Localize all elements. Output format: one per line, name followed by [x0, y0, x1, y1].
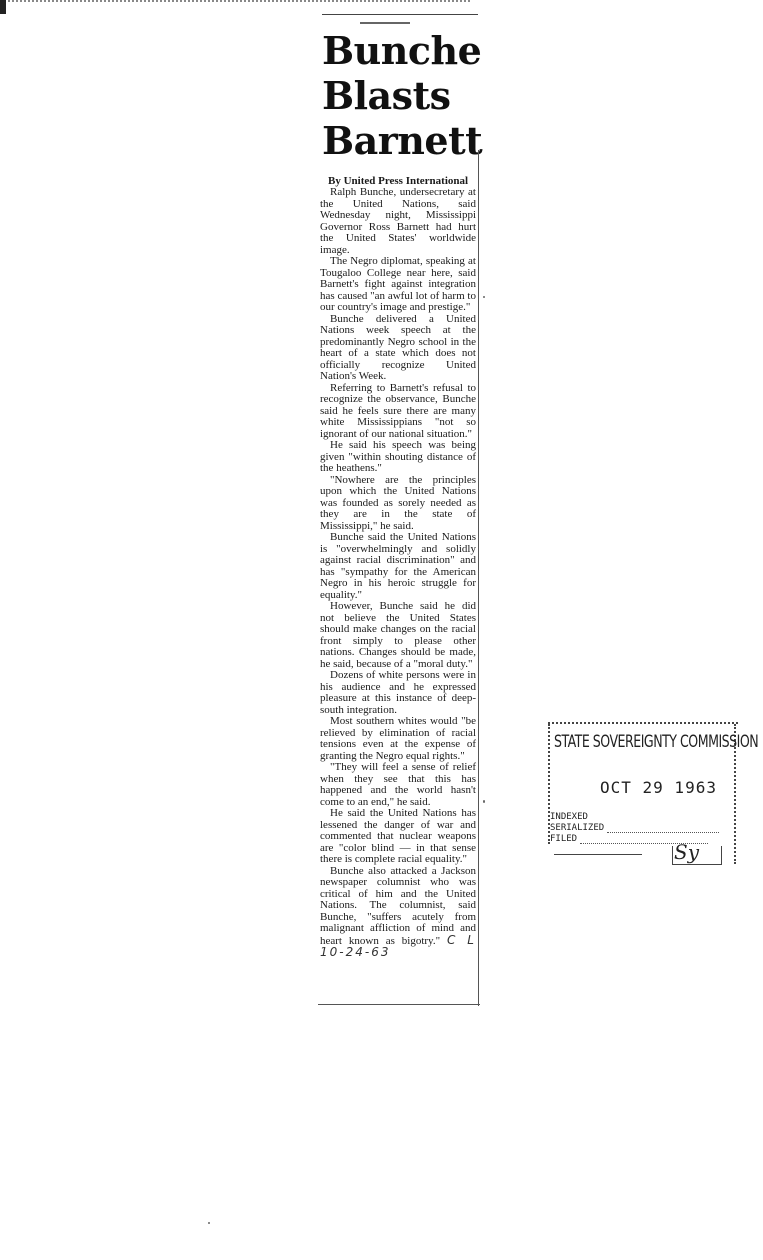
- paragraph: "They will feel a sense of relief when they see that this has happened and the world hasn't come to an end," he said.: [320, 761, 476, 808]
- paragraph: Referring to Barnett's refusal to recognize the observance, Bunche said he feels sure there are many white Mississippians "not so ignorant of our national situation.": [320, 381, 476, 440]
- stamp-initials: Sy: [674, 840, 699, 864]
- byline: By United Press International: [328, 175, 469, 187]
- scan-speck: [483, 800, 485, 803]
- stamp-bottom-rule: [554, 854, 642, 855]
- clipping-bottom-rule: [318, 1004, 480, 1005]
- headline-line-3: Barnett: [322, 118, 483, 163]
- stamp-field-label: SERIALIZED: [550, 823, 605, 833]
- clipping-right-edge: [478, 150, 479, 1006]
- stamp-field-label: INDEXED: [550, 812, 588, 822]
- stamp-field-line: [607, 832, 719, 833]
- paragraph: Bunche delivered a United Nations week speech at the predominantly Negro school in the heart of a state which does not officially recognize United Nation's Week.: [320, 312, 476, 382]
- paragraph: Ralph Bunche, undersecretary at the United Nations, said Wednesday night, Mississippi Governor Ross Barnett had hurt the United States' worldwide image.: [320, 186, 476, 256]
- paragraph: Bunche said the United Nations is "overwhelmingly and solidly against racial discrimination" and has "sympathy for the American Negro in his heroic struggle for equality.": [320, 531, 476, 601]
- paragraph: He said his speech was being given "within shouting distance of the heathens.": [320, 439, 476, 474]
- clipping-top-rule: [322, 14, 478, 15]
- headline: [318, 28, 483, 163]
- newspaper-clipping: [318, 28, 483, 1008]
- final-paragraph-text: Bunche also attacked a Jackson newspaper columnist who was critical of him and the United Nations. The columnist, said Bunche, "suffers acutely from malignant affliction of mind and heart known as bigotry.": [320, 864, 476, 947]
- paragraph: Dozens of white persons were in his audience and he expressed pleasure at this instance of deep-south integration.: [320, 669, 476, 716]
- headline-line-2: Blasts: [322, 73, 451, 118]
- stamp-field-serialized: [550, 823, 719, 833]
- article-body: [318, 187, 480, 960]
- scan-speck: [483, 296, 485, 298]
- paragraph: "Nowhere are the principles upon which the United Nations was founded as sorely needed as they are in the state of Mississippi," he said.: [320, 473, 476, 532]
- paragraph: He said the United Nations has lessened the danger of war and commented that nuclear weapons are "color blind — in that sense there is complete racial equality.": [320, 807, 476, 865]
- commission-stamp: [548, 722, 759, 870]
- headline-line-1: Bunche: [322, 28, 482, 73]
- handwritten-note: C L 10-24-63: [320, 932, 476, 959]
- stamp-title: STATE SOVEREIGNTY COMMISSION: [554, 732, 759, 752]
- stamp-border-top: [548, 722, 738, 724]
- clipping-top-mark: [360, 22, 410, 24]
- stamp-field-label: FILED: [550, 834, 578, 844]
- stamp-date: OCT 29 1963: [600, 778, 717, 797]
- paragraph: The Negro diplomat, speaking at Tougaloo College near here, said Barnett's fight against integration has caused "an awful lot of harm to our country's image and prestige.": [320, 255, 476, 313]
- stamp-field-indexed: [550, 812, 588, 822]
- scan-speck: [208, 1222, 210, 1224]
- paragraph: Most southern whites would "be relieved by elimination of racial tensions even at the expense of granting the Negro equal rights.": [320, 715, 476, 762]
- paragraph: However, Bunche said he did not believe the United States should make changes on the racial front simply to please other nations. Changes should be made, he said, because of a "moral duty.": [320, 600, 476, 670]
- scan-corner-mark: [0, 0, 6, 14]
- paragraph: [320, 866, 476, 960]
- scan-edge-dots: [0, 0, 470, 8]
